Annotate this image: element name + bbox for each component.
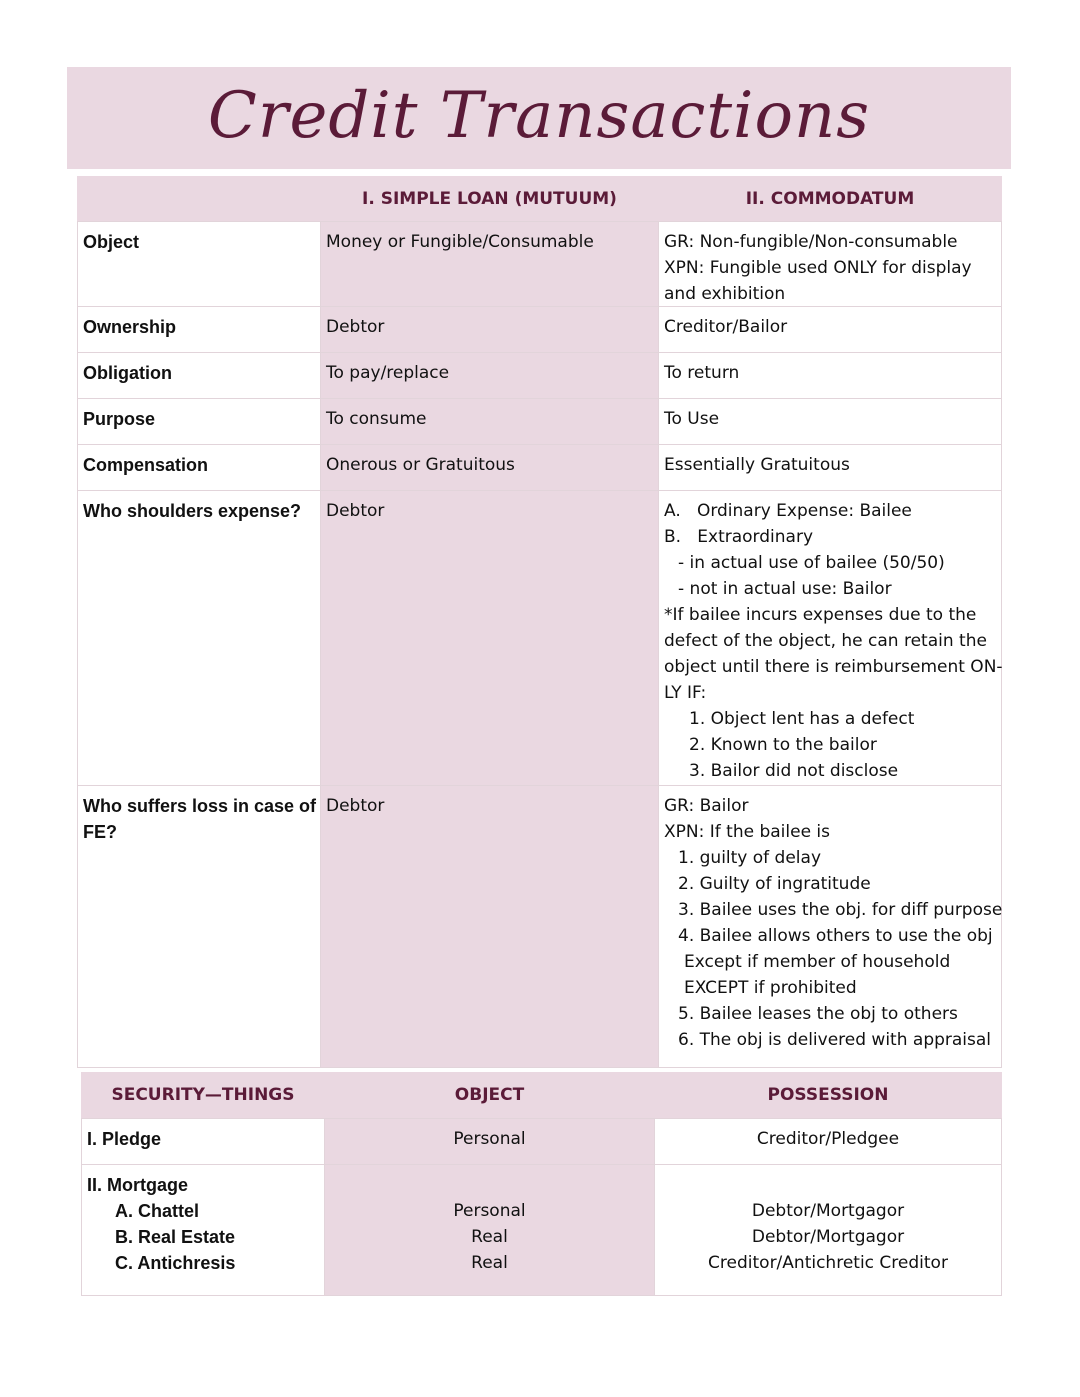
loan-cell: Debtor [321,786,658,1068]
row-label: Purpose [77,399,321,445]
row-label: Object [77,222,321,307]
commodatum-cell: To Use [658,399,1002,445]
commodatum-cell: A. Ordinary Expense: Bailee B. Extraordinary - in actual use of bailee (50/50) - not in actual use: Bailor *If bailee incurs expenses due to the defect of the object, he can retain the object until there is reimbursement ON- LY IF: 1. Object lent has a defect 2. Known to the bailor 3. Bailor did not disclose [658,491,1002,786]
row-label: Who shoulders expense? [77,491,321,786]
header-simple-loan: I. SIMPLE LOAN (MUTUUM) [321,176,658,222]
object-cell: Personal Real Real [325,1165,654,1296]
row-label: Compensation [77,445,321,491]
commodatum-cell: Creditor/Bailor [658,307,1002,353]
commodatum-cell: GR: Non-fungible/Non-consumable XPN: Fungible used ONLY for display and exhibition [658,222,1002,307]
loan-cell: To consume [321,399,658,445]
row-label: Who suffers loss in case of FE? [77,786,321,1068]
loan-cell: Debtor [321,307,658,353]
header-security-things: SECURITY—THINGS [81,1072,325,1119]
page-title: Credit Transactions [207,79,871,153]
title-banner [67,67,1011,169]
row-label: Obligation [77,353,321,399]
loan-cell: To pay/replace [321,353,658,399]
possession-cell: Debtor/Mortgagor Debtor/Mortgagor Creditor/Antichretic Creditor [654,1165,1002,1296]
loan-cell: Money or Fungible/Consumable [321,222,658,307]
object-cell: Personal [325,1119,654,1165]
header-object: OBJECT [325,1072,654,1119]
row-label: II. Mortgage A. Chattel B. Real Estate C. Antichresis [81,1165,325,1296]
row-label: I. Pledge [81,1119,325,1165]
header-commodatum: II. COMMODATUM [658,176,1002,222]
loan-cell: Debtor [321,491,658,786]
commodatum-cell: To return [658,353,1002,399]
header-blank-cell [77,176,321,222]
commodatum-cell: Essentially Gratuitous [658,445,1002,491]
commodatum-cell: GR: Bailor XPN: If the bailee is 1. guilty of delay 2. Guilty of ingratitude 3. Bailee uses the obj. for diff purpose 4. Bailee allows others to use the obj Except if member of household EXCEPT if prohibited 5. Bailee leases the obj to others 6. The obj is delivered with appraisal [658,786,1002,1068]
possession-cell: Creditor/Pledgee [654,1119,1002,1165]
row-label: Ownership [77,307,321,353]
loan-cell: Onerous or Gratuitous [321,445,658,491]
header-possession: POSSESSION [654,1072,1002,1119]
